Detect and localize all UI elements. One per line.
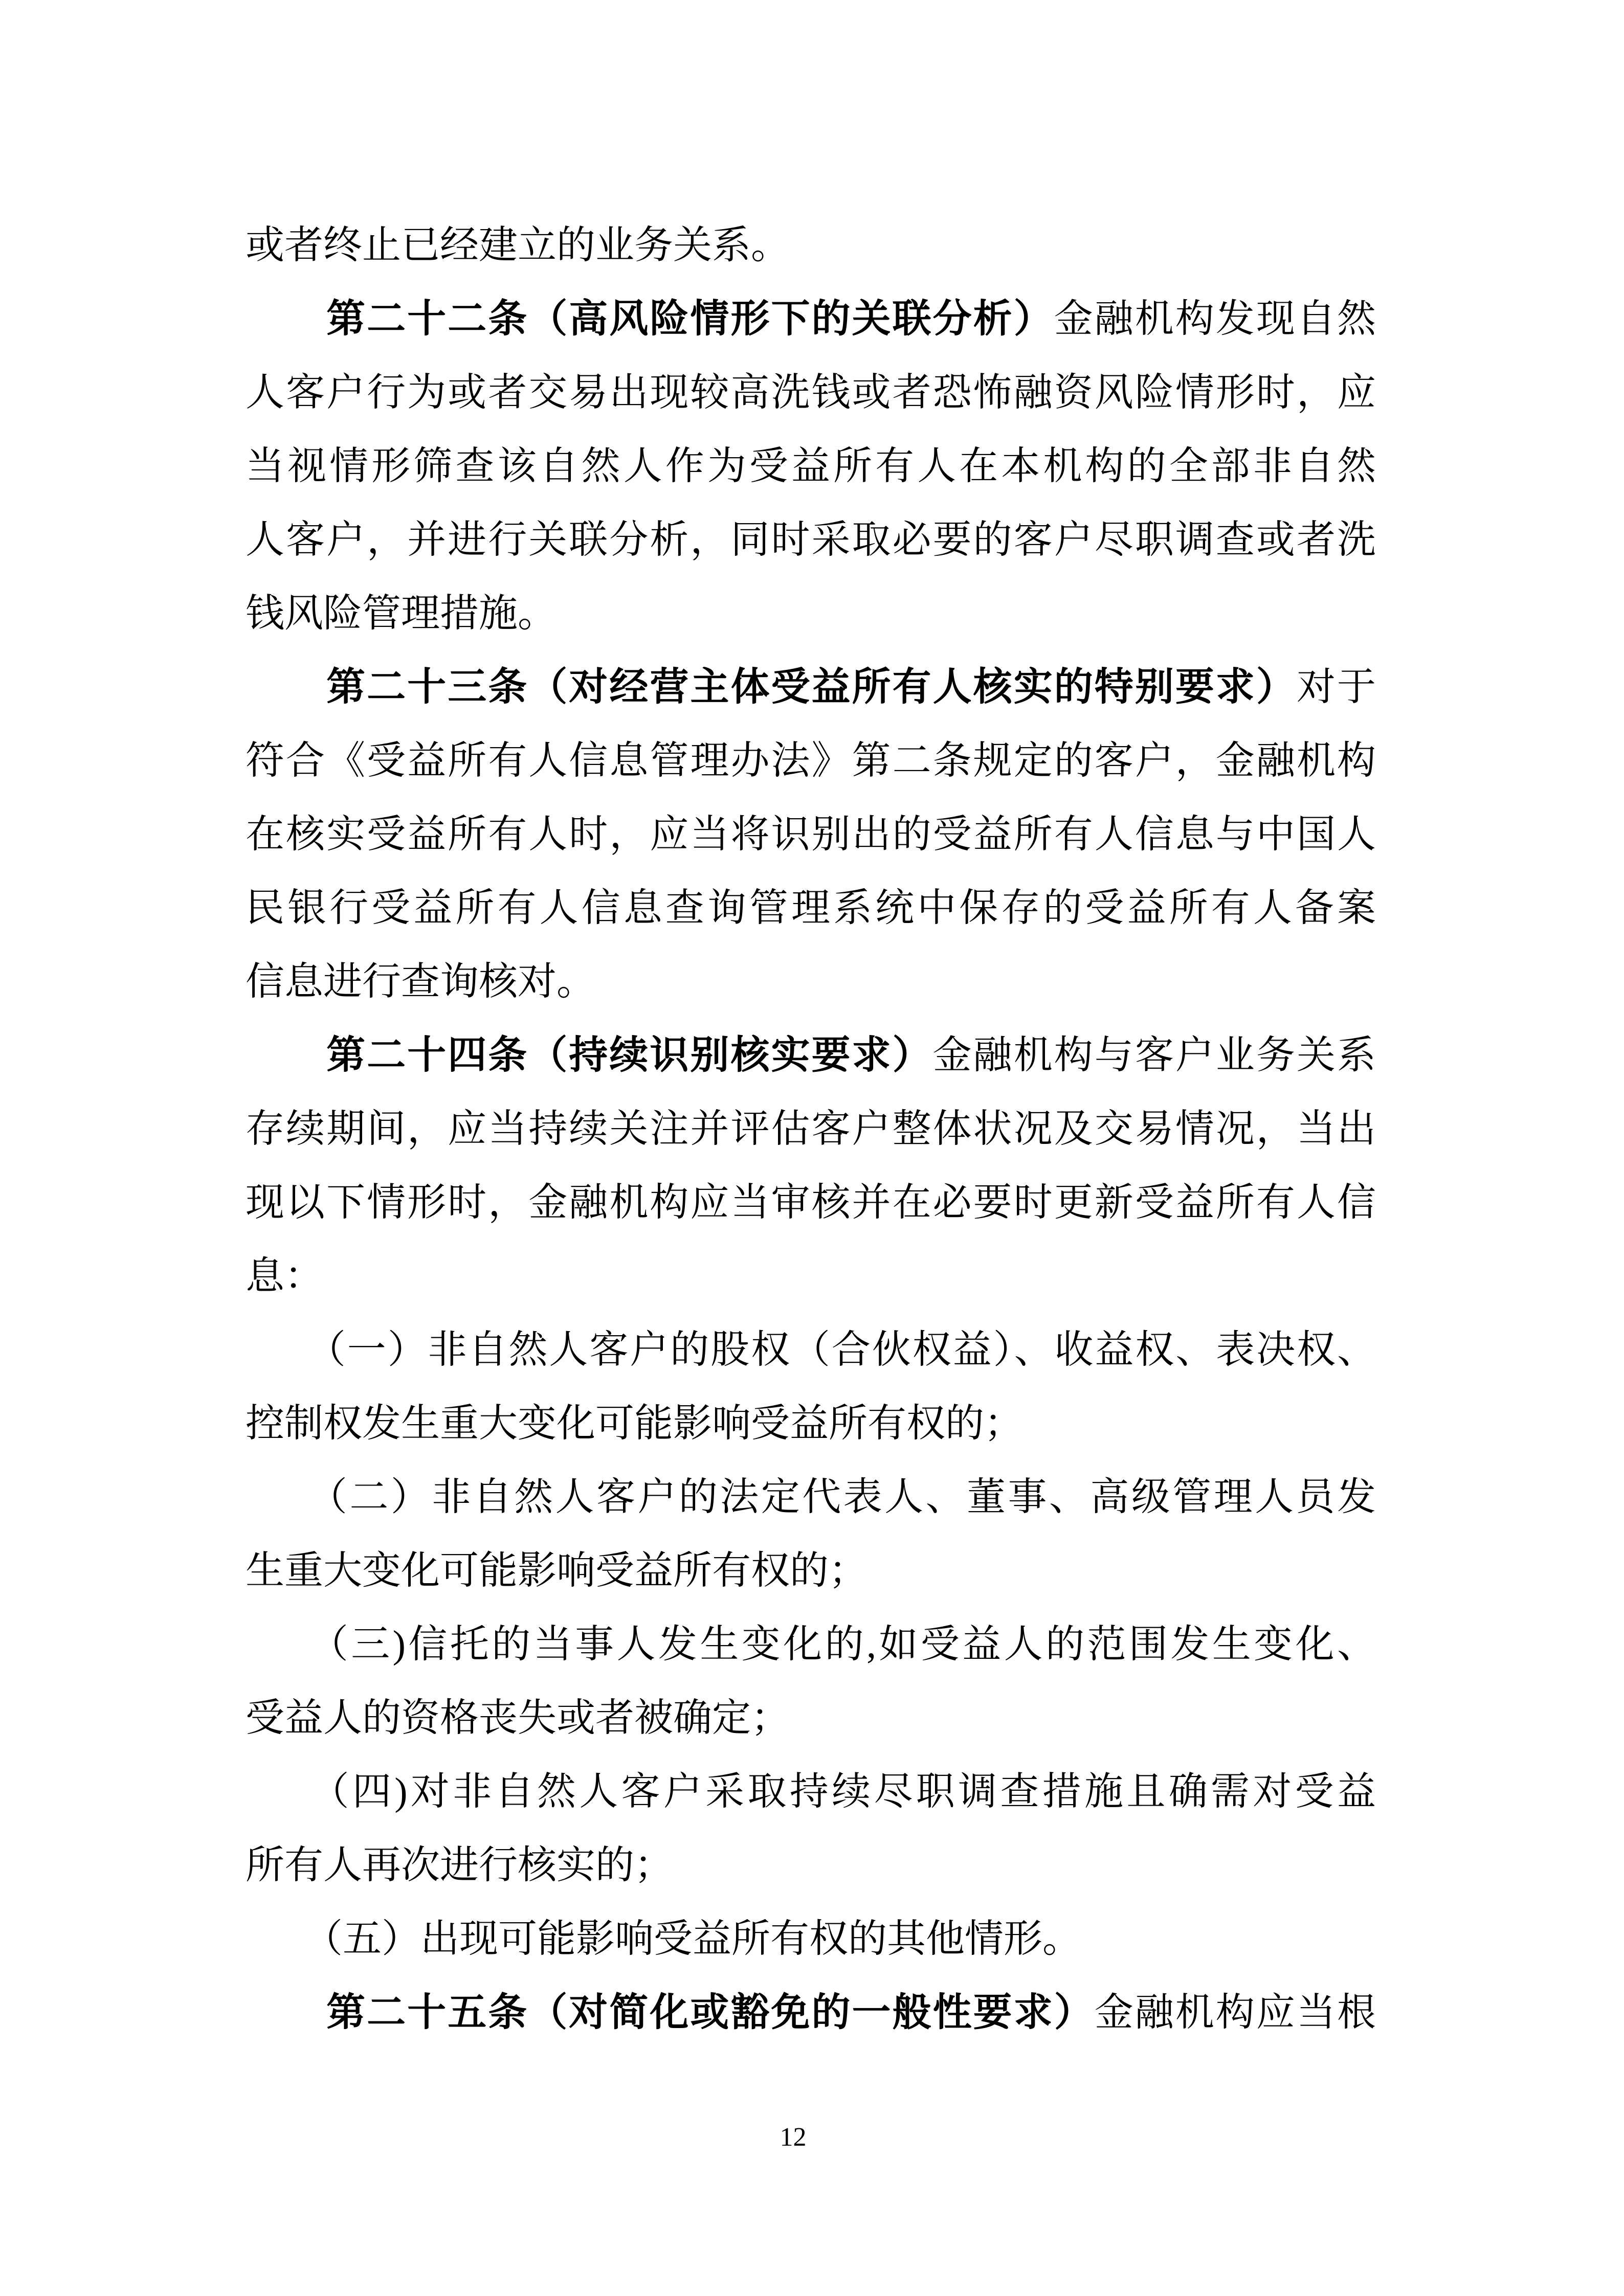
page-number: 12 [780, 2123, 807, 2152]
paragraph-indent [246, 1329, 326, 1371]
text-line [246, 209, 1376, 282]
text-line [246, 1829, 1376, 1902]
body-text-run: （一）非自然人客户的股权（合伙权益）、收益权、表决权、 [326, 1329, 1376, 1371]
paragraph-indent [246, 666, 326, 709]
body-text-run: 人客户，并进行关联分析，同时采取必要的客户尽职调查或者洗 [246, 519, 1376, 561]
body-text-run: 金融机构与客户业务关系 [932, 1034, 1376, 1077]
article-heading-run: 第二十四条（持续识别核实要求） [326, 1033, 933, 1077]
paragraph-indent [246, 1623, 329, 1666]
body-text-run: （二）非自然人客户的法定代表人、董事、高级管理人员发 [327, 1476, 1376, 1519]
body-text-run: 信息进行查询核对。 [246, 960, 595, 1003]
body-text-run: 人客户行为或者交易出现较高洗钱或者恐怖融资风险情形时，应 [246, 371, 1376, 414]
text-line [246, 1313, 1376, 1387]
text-line [246, 1166, 1376, 1240]
text-line [246, 1608, 1376, 1681]
body-text-run: 控制权发生重大变化可能影响受益所有权的； [246, 1402, 1023, 1445]
body-text-run: 对于 [1296, 666, 1376, 709]
text-line [246, 1681, 1376, 1755]
article-heading-run: 第二十五条（对简化或豁免的一般性要求） [326, 1991, 1095, 2034]
body-text-run: （四)对非自然人客户采取持续尽职调查措施且确需对受益 [329, 1770, 1376, 1813]
text-line [246, 724, 1376, 798]
body-text-run: 生重大变化可能影响受益所有权的； [246, 1549, 867, 1592]
article-heading-run: 第二十三条（对经营主体受益所有人核实的特别要求） [326, 665, 1297, 709]
body-text-run: 在核实受益所有人时，应当将识别出的受益所有人信息与中国人 [246, 813, 1376, 856]
text-line [246, 1019, 1376, 1092]
text-line [246, 356, 1376, 430]
text-line [246, 503, 1376, 577]
text-line [246, 1240, 1376, 1313]
text-line [246, 1387, 1376, 1460]
text-line [246, 430, 1376, 503]
text-line [246, 1460, 1376, 1534]
body-text-run: （五）出现可能影响受益所有权的其他情形。 [323, 1918, 1081, 1961]
text-line [246, 1092, 1376, 1166]
text-line [246, 282, 1376, 356]
text-line [246, 798, 1376, 871]
paragraph-indent [246, 1034, 326, 1077]
body-text-run: 金融机构应当根 [1094, 1991, 1376, 2034]
text-line [246, 577, 1376, 650]
paragraph-indent [246, 1476, 328, 1519]
article-heading-run: 第二十二条（高风险情形下的关联分析） [326, 297, 1054, 341]
text-line [246, 1755, 1376, 1829]
page-footer [0, 2122, 1624, 2153]
text-line [246, 871, 1376, 945]
body-text-run: 钱风险管理措施。 [246, 592, 557, 635]
paragraph-indent [246, 1991, 326, 2034]
body-text-run: 符合《受益所有人信息管理办法》第二条规定的客户，金融机构 [246, 739, 1376, 782]
body-text-run: 金融机构发现自然 [1054, 298, 1376, 341]
body-text-run: 所有人再次进行核实的； [246, 1844, 673, 1887]
text-line [246, 1902, 1376, 1976]
text-line [246, 650, 1376, 724]
paragraph-indent [246, 1770, 330, 1813]
paragraph-indent [246, 1918, 323, 1961]
body-text-run: 现以下情形时，金融机构应当审核并在必要时更新受益所有人信 [246, 1181, 1376, 1224]
body-text-run: （三)信托的当事人发生变化的,如受益人的范围发生变化、 [328, 1623, 1376, 1666]
body-text-run: 受益人的资格丧失或者被确定； [246, 1697, 790, 1740]
body-text-run: 存续期间，应当持续关注并评估客户整体状况及交易情况，当出 [246, 1108, 1376, 1151]
text-line [246, 1976, 1376, 2050]
document-body [246, 209, 1376, 2050]
body-text-run: 息： [246, 1255, 323, 1298]
body-text-run: 或者终止已经建立的业务关系。 [246, 224, 790, 267]
text-line [246, 1534, 1376, 1608]
body-text-run: 当视情形筛查该自然人作为受益所有人在本机构的全部非自然 [246, 445, 1376, 488]
body-text-run: 民银行受益所有人信息查询管理系统中保存的受益所有人备案 [246, 887, 1376, 930]
text-line [246, 945, 1376, 1019]
paragraph-indent [246, 298, 326, 341]
